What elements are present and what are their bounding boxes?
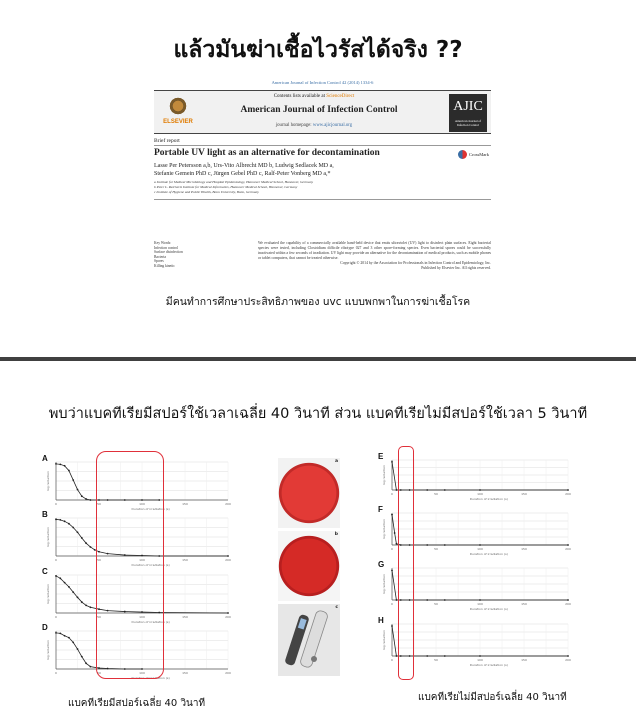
data-point	[479, 599, 481, 601]
y-axis-label: log reduction	[382, 465, 386, 485]
x-tick-label: 200	[225, 558, 231, 562]
section-title: พบว่าแบคทีเรียมีสปอร์ใช้เวลาเฉลี่ย 40 วินาที ส่วน แบคทีเรียไม่มีสปอร์ใช้เวลา 5 วินาที	[48, 406, 588, 422]
x-tick-label: 150	[182, 671, 188, 675]
data-point	[426, 655, 428, 657]
x-tick-label: 100	[139, 502, 145, 506]
panel-label: G	[378, 560, 385, 569]
x-tick-label: 200	[225, 671, 231, 675]
data-point	[90, 546, 92, 548]
x-axis-label: Duration of irradiation (s)	[131, 676, 170, 680]
data-point	[59, 519, 61, 521]
y-axis-label: log reduction	[46, 471, 50, 491]
photo-tag: a	[334, 459, 338, 464]
x-axis-label: Duration of irradiation (s)	[469, 552, 508, 556]
x-tick-label: 50	[434, 658, 438, 662]
x-tick-label: 100	[477, 658, 483, 662]
journal-header	[154, 90, 491, 134]
data-point	[77, 531, 79, 533]
y-axis-label: log reduction	[46, 527, 50, 547]
x-tick-label: 100	[477, 602, 483, 606]
elsevier-logo	[158, 97, 196, 127]
affiliation: a Institute for Medical Microbiology and Hospital Epidemiology, Hannover Medical School, Hannover, Germany	[154, 180, 313, 184]
data-point	[85, 498, 87, 500]
ajic-logo-text: AJIC	[453, 99, 483, 114]
authors	[154, 162, 444, 178]
data-point	[567, 489, 569, 491]
x-tick-label: 100	[139, 615, 145, 619]
x-tick-label: 0	[391, 547, 393, 551]
data-point	[444, 544, 446, 546]
data-point	[64, 465, 66, 467]
data-point	[81, 537, 83, 539]
panel-label: F	[378, 505, 383, 514]
x-tick-label: 50	[97, 502, 101, 506]
x-tick-label: 50	[434, 547, 438, 551]
authors-line: Stefanie Gemein PhD c, Jürgen Gebel PhD c, Ralf-Peter Vonberg MD a,*	[154, 171, 331, 177]
key-words	[154, 241, 183, 269]
key-word: Spores	[154, 259, 164, 264]
data-point	[391, 514, 393, 516]
paper-excerpt	[150, 80, 495, 270]
data-point	[72, 527, 74, 529]
x-tick-label: 100	[477, 547, 483, 551]
sciencedirect-link[interactable]: ScienceDirect	[326, 94, 355, 99]
data-point	[567, 544, 569, 546]
x-tick-label: 0	[391, 492, 393, 496]
data-point	[567, 655, 569, 657]
x-tick-label: 50	[434, 492, 438, 496]
x-tick-label: 0	[391, 602, 393, 606]
x-tick-label: 200	[565, 602, 571, 606]
homepage-line	[214, 123, 414, 128]
agar-plate-photo	[278, 531, 340, 601]
data-point	[479, 655, 481, 657]
data-point	[64, 635, 66, 637]
x-tick-label: 200	[565, 658, 571, 662]
copyright: Copyright © 2014 by the Association for Professionals in Infection Control and Epidemiology, Inc.	[340, 261, 491, 265]
x-tick-label: 0	[55, 671, 57, 675]
ajic-logo	[449, 94, 487, 132]
panel-label: A	[42, 454, 48, 463]
x-axis-label: Duration of irradiation (s)	[469, 607, 508, 611]
agar-plate-photo	[278, 458, 340, 528]
rule	[154, 145, 491, 146]
tree-icon	[168, 97, 188, 117]
data-point	[68, 470, 70, 472]
data-point	[90, 606, 92, 608]
panel-label: C	[42, 567, 48, 576]
x-tick-label: 50	[97, 671, 101, 675]
y-axis-label: log reduction	[46, 640, 50, 660]
x-tick-label: 0	[391, 658, 393, 662]
x-tick-label: 150	[521, 658, 527, 662]
data-point	[426, 544, 428, 546]
contents-line	[214, 94, 414, 99]
paper-citation[interactable]: American Journal of Infection Control 42 (2014) 1334-6	[271, 80, 374, 85]
uv-device-photo	[278, 604, 340, 676]
x-tick-label: 100	[139, 671, 145, 675]
data-point	[59, 577, 61, 579]
x-axis-label: Duration of irradiation (s)	[469, 663, 508, 667]
x-tick-label: 150	[521, 547, 527, 551]
crossmark-label: CrossMark	[469, 152, 489, 157]
data-point	[394, 532, 396, 534]
section-divider	[0, 357, 636, 361]
data-point	[85, 605, 87, 607]
x-tick-label: 150	[182, 558, 188, 562]
y-axis-label: log reduction	[382, 574, 386, 594]
x-axis-label: Duration of irradiation (s)	[469, 497, 508, 501]
data-point	[72, 642, 74, 644]
photo-tag: b	[334, 532, 338, 537]
data-point	[68, 637, 70, 639]
x-tick-label: 0	[55, 502, 57, 506]
authors-line: Lasse Per Petersson a,b, Urs-Vito Albrecht MD b, Ludwig Sedlacek MD a,	[154, 163, 334, 169]
key-word: Infection control	[154, 245, 179, 250]
data-point	[227, 612, 229, 614]
key-words-heading: Key Words:	[154, 241, 172, 245]
x-tick-label: 200	[565, 547, 571, 551]
journal-name: American Journal of Infection Control	[240, 105, 398, 115]
data-point	[72, 479, 74, 481]
x-tick-label: 0	[55, 615, 57, 619]
x-axis-label: Duration of irradiation (s)	[131, 620, 170, 624]
data-point	[64, 582, 66, 584]
data-point	[64, 520, 66, 522]
caption-nonspore-bacteria: แบคทีเรียไม่มีสปอร์เฉลี่ย 40 วินาที	[418, 692, 567, 703]
ajic-logo-subtext: American Journal of Infection Control	[454, 119, 482, 127]
data-point	[391, 625, 393, 627]
crossmark-badge[interactable]	[458, 150, 489, 159]
x-tick-label: 200	[225, 615, 231, 619]
data-point	[444, 489, 446, 491]
publisher-rights: Published by Elsevier Inc. All rights reserved.	[421, 266, 491, 270]
highlight-box-right	[398, 446, 414, 680]
uv-device-icon	[278, 604, 340, 676]
key-word: Killing kinetic	[154, 263, 175, 268]
x-tick-label: 150	[521, 492, 527, 496]
data-point	[81, 601, 83, 603]
homepage-link[interactable]: www.ajicjournal.org	[312, 123, 353, 128]
homepage-prefix: journal homepage:	[275, 123, 312, 128]
key-word: Surface disinfection	[154, 250, 183, 255]
data-point	[68, 523, 70, 525]
x-tick-label: 100	[139, 558, 145, 562]
data-point	[426, 599, 428, 601]
data-point	[85, 662, 87, 664]
data-point	[81, 656, 83, 658]
affiliation: b Peter L. Reichertz Institute for Medical Informatics, Hannover Medical School, Hannover, Germany	[154, 185, 298, 189]
data-point	[55, 519, 57, 521]
article-title: Portable UV light as an alternative for decontamination	[154, 148, 380, 158]
data-point	[59, 463, 61, 465]
abstract	[258, 241, 491, 271]
panel-label: H	[378, 616, 384, 625]
publisher-name: ELSEVIER	[163, 119, 193, 125]
x-tick-label: 50	[97, 615, 101, 619]
data-point	[81, 495, 83, 497]
data-point	[444, 655, 446, 657]
x-axis-label: Duration of irradiation (s)	[131, 507, 170, 511]
x-tick-label: 150	[182, 502, 188, 506]
data-point	[90, 666, 92, 668]
affiliation: c Institute of Hygiene and Public Health, Bonn University, Bonn, Germany	[154, 190, 259, 194]
contents-prefix: Contents lists available at	[273, 94, 325, 99]
x-tick-label: 200	[225, 502, 231, 506]
y-axis-label: log reduction	[382, 630, 386, 650]
data-point	[59, 632, 61, 634]
rule	[154, 199, 491, 200]
crossmark-icon	[458, 150, 467, 159]
x-tick-label: 50	[97, 558, 101, 562]
data-point	[68, 586, 70, 588]
photo-tag: c	[335, 605, 338, 610]
highlight-box-left	[96, 451, 164, 679]
data-point	[426, 489, 428, 491]
data-point	[77, 596, 79, 598]
article-type: Brief report	[154, 138, 180, 144]
x-tick-label: 200	[565, 492, 571, 496]
data-point	[391, 570, 393, 572]
y-axis-label: log reduction	[46, 584, 50, 604]
x-tick-label: 150	[521, 602, 527, 606]
panel-label: E	[378, 452, 384, 461]
data-point	[72, 591, 74, 593]
data-point	[567, 599, 569, 601]
data-point	[85, 542, 87, 544]
data-point	[444, 599, 446, 601]
data-point	[55, 463, 57, 465]
panel-label: D	[42, 623, 48, 632]
data-point	[90, 499, 92, 501]
data-point	[479, 544, 481, 546]
abstract-text: We evaluated the capability of a commercially available hand-held device that emits ultraviolet (UV) light to disinfect plain surfaces. Eight bacterial species were tested, including Clostridium difficile ribotype 027 and 3 other spore-forming species. Even bacterial spores could be successfully inactivated within a few seconds of irradiation. UV light may provide an alternative for the decontamination of medical products, such as mobile phones or tablet computers, that cannot be treated otherwise.	[258, 241, 491, 260]
caption-spore-bacteria: แบคทีเรียมีสปอร์เฉลี่ย 40 วินาที	[68, 698, 206, 709]
y-axis-label: log reduction	[382, 519, 386, 539]
x-tick-label: 50	[434, 602, 438, 606]
page-title: แล้วมันฆ่าเชื้อไวรัสได้จริง ??	[173, 37, 463, 63]
data-point	[479, 489, 481, 491]
affiliations	[154, 180, 454, 195]
data-point	[55, 575, 57, 577]
x-axis-label: Duration of irradiation (s)	[131, 563, 170, 567]
data-point	[77, 489, 79, 491]
x-tick-label: 100	[477, 492, 483, 496]
paper-caption: มีคนทำการศึกษาประสิทธิภาพของ uvc แบบพกพาในการฆ่าเชื้อโรค	[165, 296, 471, 308]
data-point	[227, 555, 229, 557]
x-tick-label: 0	[55, 558, 57, 562]
data-point	[391, 461, 393, 463]
data-point	[77, 648, 79, 650]
key-word: Bacteria	[154, 254, 166, 259]
x-tick-label: 150	[182, 615, 188, 619]
data-point	[55, 632, 57, 634]
panel-label: B	[42, 510, 48, 519]
